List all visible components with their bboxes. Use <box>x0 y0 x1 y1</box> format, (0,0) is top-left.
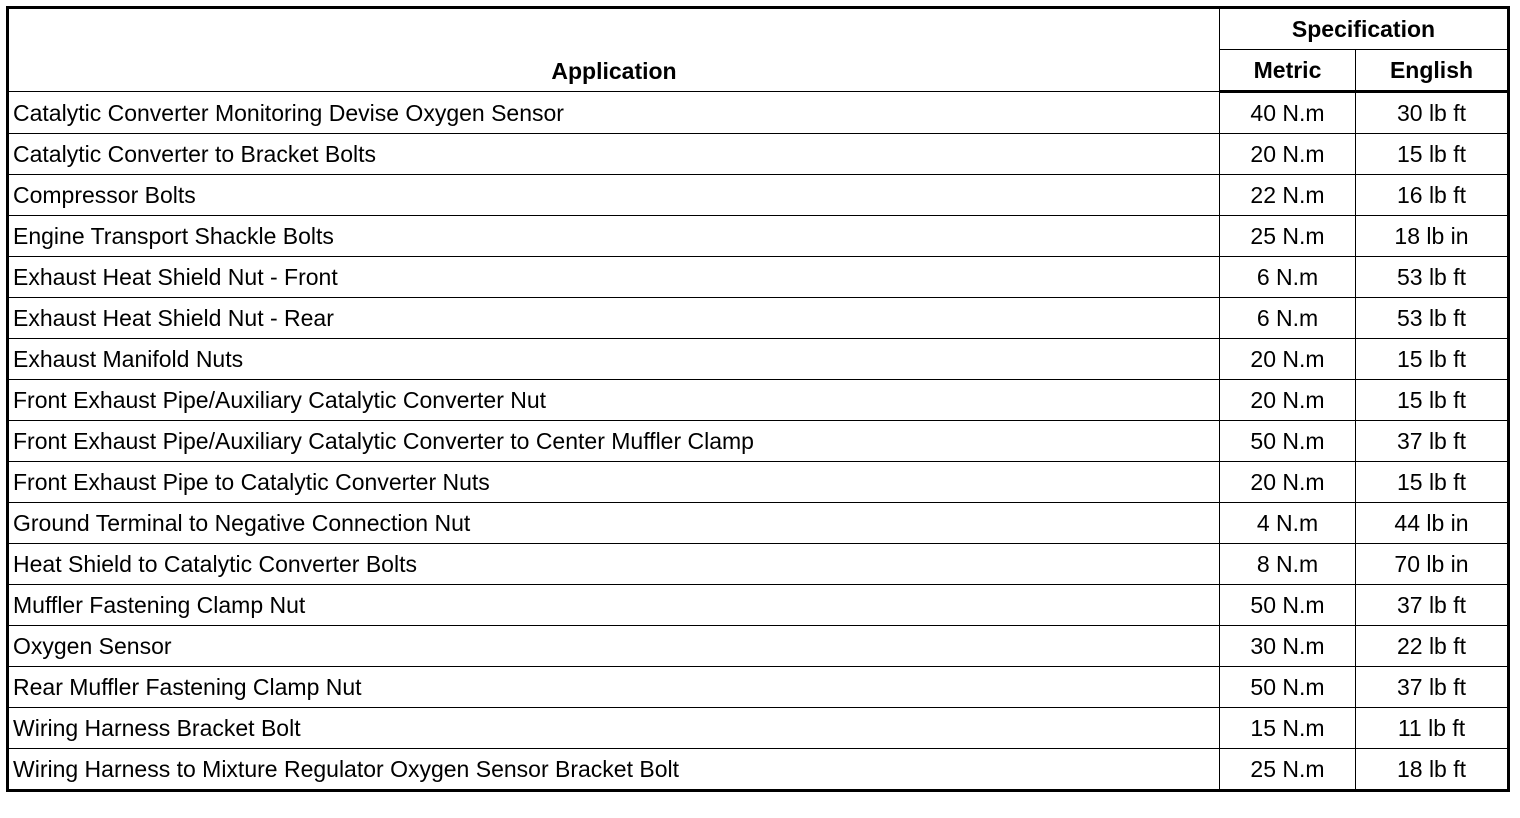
metric-cell: 20 N.m <box>1220 380 1356 421</box>
metric-cell: 40 N.m <box>1220 92 1356 134</box>
english-cell: 30 lb ft <box>1356 92 1509 134</box>
english-cell: 22 lb ft <box>1356 626 1509 667</box>
table-row <box>8 134 1509 175</box>
english-cell: 37 lb ft <box>1356 585 1509 626</box>
application-cell: Catalytic Converter Monitoring Devise Oxygen Sensor <box>8 92 1220 134</box>
english-cell: 15 lb ft <box>1356 462 1509 503</box>
english-cell: 11 lb ft <box>1356 708 1509 749</box>
metric-cell: 6 N.m <box>1220 257 1356 298</box>
application-cell: Exhaust Heat Shield Nut - Rear <box>8 298 1220 339</box>
english-cell: 53 lb ft <box>1356 257 1509 298</box>
application-cell: Ground Terminal to Negative Connection Nut <box>8 503 1220 544</box>
metric-cell: 20 N.m <box>1220 134 1356 175</box>
english-cell: 53 lb ft <box>1356 298 1509 339</box>
english-cell: 16 lb ft <box>1356 175 1509 216</box>
metric-cell: 50 N.m <box>1220 667 1356 708</box>
table-row <box>8 339 1509 380</box>
application-cell: Wiring Harness to Mixture Regulator Oxygen Sensor Bracket Bolt <box>8 749 1220 791</box>
metric-cell: 6 N.m <box>1220 298 1356 339</box>
table-row <box>8 216 1509 257</box>
table-row <box>8 749 1509 791</box>
metric-cell: 50 N.m <box>1220 421 1356 462</box>
english-cell: 18 lb ft <box>1356 749 1509 791</box>
table-row <box>8 380 1509 421</box>
application-cell: Front Exhaust Pipe/Auxiliary Catalytic Converter to Center Muffler Clamp <box>8 421 1220 462</box>
application-header: Application <box>8 8 1220 92</box>
english-cell: 70 lb in <box>1356 544 1509 585</box>
header-row-top <box>8 8 1509 50</box>
table-row <box>8 708 1509 749</box>
application-cell: Engine Transport Shackle Bolts <box>8 216 1220 257</box>
table-row <box>8 585 1509 626</box>
table-header <box>8 8 1509 92</box>
application-cell: Exhaust Manifold Nuts <box>8 339 1220 380</box>
application-cell: Heat Shield to Catalytic Converter Bolts <box>8 544 1220 585</box>
application-cell: Exhaust Heat Shield Nut - Front <box>8 257 1220 298</box>
metric-cell: 25 N.m <box>1220 749 1356 791</box>
application-cell: Rear Muffler Fastening Clamp Nut <box>8 667 1220 708</box>
metric-cell: 8 N.m <box>1220 544 1356 585</box>
table-row <box>8 503 1509 544</box>
metric-cell: 30 N.m <box>1220 626 1356 667</box>
application-cell: Wiring Harness Bracket Bolt <box>8 708 1220 749</box>
metric-header: Metric <box>1220 50 1356 92</box>
application-cell: Front Exhaust Pipe/Auxiliary Catalytic Converter Nut <box>8 380 1220 421</box>
table-row <box>8 257 1509 298</box>
metric-cell: 20 N.m <box>1220 462 1356 503</box>
metric-cell: 4 N.m <box>1220 503 1356 544</box>
metric-cell: 22 N.m <box>1220 175 1356 216</box>
torque-specification-table <box>6 6 1510 792</box>
english-header: English <box>1356 50 1509 92</box>
metric-cell: 15 N.m <box>1220 708 1356 749</box>
table-row <box>8 92 1509 134</box>
application-cell: Oxygen Sensor <box>8 626 1220 667</box>
metric-cell: 50 N.m <box>1220 585 1356 626</box>
application-cell: Catalytic Converter to Bracket Bolts <box>8 134 1220 175</box>
table-row <box>8 626 1509 667</box>
metric-cell: 20 N.m <box>1220 339 1356 380</box>
english-cell: 15 lb ft <box>1356 339 1509 380</box>
english-cell: 44 lb in <box>1356 503 1509 544</box>
english-cell: 37 lb ft <box>1356 667 1509 708</box>
english-cell: 18 lb in <box>1356 216 1509 257</box>
english-cell: 15 lb ft <box>1356 134 1509 175</box>
table-row <box>8 462 1509 503</box>
application-cell: Compressor Bolts <box>8 175 1220 216</box>
application-cell: Muffler Fastening Clamp Nut <box>8 585 1220 626</box>
table-row <box>8 175 1509 216</box>
application-cell: Front Exhaust Pipe to Catalytic Converter Nuts <box>8 462 1220 503</box>
table-row <box>8 544 1509 585</box>
specification-header: Specification <box>1220 8 1509 50</box>
table-row <box>8 298 1509 339</box>
english-cell: 37 lb ft <box>1356 421 1509 462</box>
english-cell: 15 lb ft <box>1356 380 1509 421</box>
table-row <box>8 667 1509 708</box>
table-row <box>8 421 1509 462</box>
metric-cell: 25 N.m <box>1220 216 1356 257</box>
table-body <box>8 92 1509 791</box>
